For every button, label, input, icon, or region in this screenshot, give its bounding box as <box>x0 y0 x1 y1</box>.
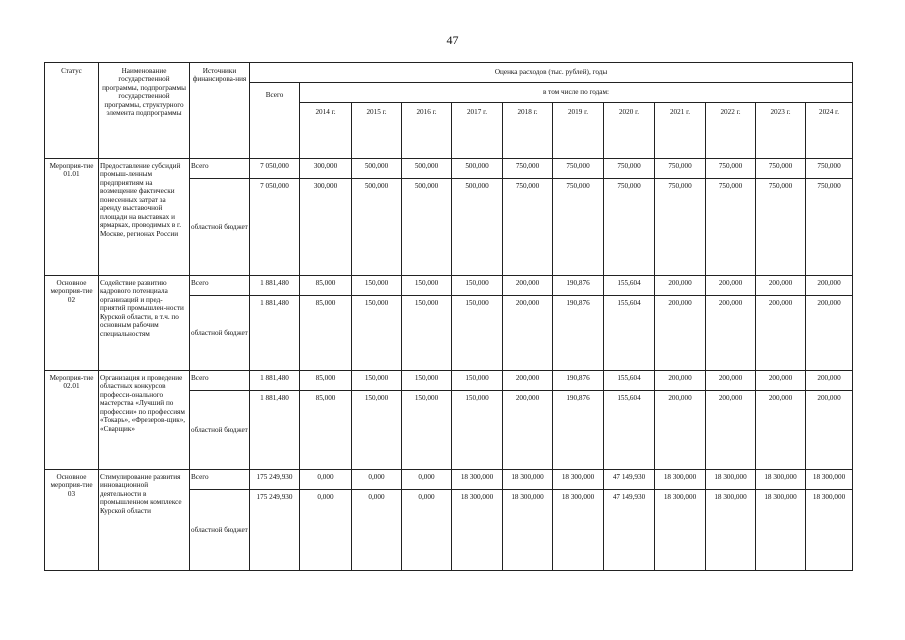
year-value-cell: 750,000 <box>806 179 853 276</box>
year-value-cell: 18 300,000 <box>655 470 706 490</box>
year-value-cell: 18 300,000 <box>806 470 853 490</box>
status-cell: Мероприя-тие 02.01 <box>45 371 99 470</box>
year-value-cell: 18 300,000 <box>706 490 756 571</box>
year-value-cell: 190,876 <box>553 371 604 391</box>
year-value-cell: 200,000 <box>806 391 853 470</box>
year-value-cell: 18 300,000 <box>503 470 553 490</box>
header-by-years: в том числе по годам: <box>300 83 853 103</box>
header-name: Наименование государственной программы, подпрограммы государственной программы, структурного элемента подпрограммы <box>99 63 190 159</box>
year-value-cell: 200,000 <box>655 276 706 296</box>
year-value-cell: 750,000 <box>503 179 553 276</box>
year-value-cell: 150,000 <box>402 276 452 296</box>
year-value-cell: 0,000 <box>300 490 352 571</box>
year-value-cell: 200,000 <box>756 296 806 371</box>
year-value-cell: 200,000 <box>706 391 756 470</box>
year-value-cell: 0,000 <box>402 490 452 571</box>
year-value-cell: 18 300,000 <box>756 490 806 571</box>
header-year: 2023 г. <box>756 103 806 159</box>
year-value-cell: 500,000 <box>452 159 503 179</box>
year-value-cell: 750,000 <box>553 159 604 179</box>
year-value-cell: 85,000 <box>300 296 352 371</box>
year-value-cell: 200,000 <box>503 391 553 470</box>
year-value-cell: 18 300,000 <box>553 490 604 571</box>
year-value-cell: 150,000 <box>352 371 402 391</box>
year-value-cell: 200,000 <box>806 276 853 296</box>
year-value-cell: 750,000 <box>553 179 604 276</box>
header-year: 2014 г. <box>300 103 352 159</box>
year-value-cell: 300,000 <box>300 179 352 276</box>
source-cell: областной бюджет <box>190 296 250 371</box>
year-value-cell: 200,000 <box>806 371 853 391</box>
page-number: 47 <box>446 33 459 47</box>
year-value-cell: 200,000 <box>503 371 553 391</box>
header-estimate: Оценка расходов (тыс. рублей), годы <box>250 63 853 83</box>
year-value-cell: 750,000 <box>756 179 806 276</box>
year-value-cell: 0,000 <box>300 470 352 490</box>
name-cell: Организация и проведение областных конкурсов професси-онального мастерства «Лучший по профессии» по профессиям «Токарь», «Фрезеров-щик», «Сварщик» <box>99 371 190 470</box>
year-value-cell: 200,000 <box>655 296 706 371</box>
table-body <box>45 159 853 571</box>
year-value-cell: 500,000 <box>352 159 402 179</box>
header-source: Источники финансирова-ния <box>190 63 250 159</box>
year-value-cell: 155,604 <box>604 276 655 296</box>
year-value-cell: 200,000 <box>756 391 806 470</box>
header-year: 2017 г. <box>452 103 503 159</box>
year-value-cell: 150,000 <box>452 371 503 391</box>
year-value-cell: 200,000 <box>655 371 706 391</box>
year-value-cell: 200,000 <box>503 276 553 296</box>
source-cell: областной бюджет <box>190 179 250 276</box>
year-value-cell: 18 300,000 <box>452 490 503 571</box>
year-value-cell: 500,000 <box>452 179 503 276</box>
year-value-cell: 750,000 <box>756 159 806 179</box>
year-value-cell: 150,000 <box>452 391 503 470</box>
header-year: 2015 г. <box>352 103 402 159</box>
year-value-cell: 750,000 <box>655 179 706 276</box>
name-cell: Стимулирование развития инновационной деятельности в промышленном комплексе Курской области <box>99 470 190 571</box>
total-cell: 7 050,000 <box>250 159 300 179</box>
status-cell: Мероприя-тие 01.01 <box>45 159 99 276</box>
year-value-cell: 150,000 <box>352 296 402 371</box>
year-value-cell: 85,000 <box>300 371 352 391</box>
year-value-cell: 200,000 <box>806 296 853 371</box>
year-value-cell: 18 300,000 <box>756 470 806 490</box>
year-value-cell: 18 300,000 <box>553 470 604 490</box>
year-value-cell: 18 300,000 <box>706 470 756 490</box>
header-year: 2024 г. <box>806 103 853 159</box>
total-cell: 175 249,930 <box>250 490 300 571</box>
year-value-cell: 750,000 <box>806 159 853 179</box>
year-value-cell: 150,000 <box>452 296 503 371</box>
table-row <box>45 371 853 391</box>
total-cell: 1 881,480 <box>250 276 300 296</box>
year-value-cell: 47 149,930 <box>604 470 655 490</box>
year-value-cell: 500,000 <box>402 179 452 276</box>
total-cell: 7 050,000 <box>250 179 300 276</box>
year-value-cell: 750,000 <box>706 159 756 179</box>
name-cell: Предоставление субсидий промыш-ленным предприятиям на возмещение фактически понесенных затрат за аренду выставочной площади на выставках и ярмарках, проводимых в г. Москве, регионах России <box>99 159 190 276</box>
table-row <box>45 276 853 296</box>
status-cell: Основное мероприя-тие 03 <box>45 470 99 571</box>
year-value-cell: 85,000 <box>300 391 352 470</box>
source-cell: Всего <box>190 371 250 391</box>
year-value-cell: 500,000 <box>402 159 452 179</box>
header-status: Статус <box>45 63 99 159</box>
table-row <box>45 159 853 179</box>
total-cell: 1 881,480 <box>250 371 300 391</box>
year-value-cell: 190,876 <box>553 276 604 296</box>
year-value-cell: 750,000 <box>604 179 655 276</box>
header-year: 2020 г. <box>604 103 655 159</box>
year-value-cell: 155,604 <box>604 296 655 371</box>
year-value-cell: 190,876 <box>553 296 604 371</box>
year-value-cell: 150,000 <box>452 276 503 296</box>
budget-table <box>44 62 853 571</box>
name-cell: Содействие развитию кадрового потенциала организаций и пред-приятий промышлен-ности Курской области, в т.ч. по основным рабочим специальностям <box>99 276 190 371</box>
year-value-cell: 750,000 <box>655 159 706 179</box>
source-cell: Всего <box>190 470 250 490</box>
year-value-cell: 750,000 <box>604 159 655 179</box>
year-value-cell: 0,000 <box>352 470 402 490</box>
year-value-cell: 300,000 <box>300 159 352 179</box>
status-cell: Основное мероприя-тие 02 <box>45 276 99 371</box>
year-value-cell: 18 300,000 <box>503 490 553 571</box>
year-value-cell: 750,000 <box>706 179 756 276</box>
year-value-cell: 150,000 <box>402 391 452 470</box>
year-value-cell: 0,000 <box>402 470 452 490</box>
year-value-cell: 200,000 <box>655 391 706 470</box>
header-year: 2019 г. <box>553 103 604 159</box>
year-value-cell: 750,000 <box>503 159 553 179</box>
year-value-cell: 85,000 <box>300 276 352 296</box>
total-cell: 1 881,480 <box>250 391 300 470</box>
year-value-cell: 190,876 <box>553 391 604 470</box>
year-value-cell: 0,000 <box>352 490 402 571</box>
year-value-cell: 18 300,000 <box>452 470 503 490</box>
source-cell: Всего <box>190 276 250 296</box>
year-value-cell: 150,000 <box>402 296 452 371</box>
year-value-cell: 150,000 <box>402 371 452 391</box>
source-cell: областной бюджет <box>190 490 250 571</box>
year-value-cell: 200,000 <box>756 371 806 391</box>
year-value-cell: 47 149,930 <box>604 490 655 571</box>
header-year: 2022 г. <box>706 103 756 159</box>
year-value-cell: 200,000 <box>503 296 553 371</box>
total-cell: 1 881,480 <box>250 296 300 371</box>
header-total: Всего <box>250 83 300 159</box>
total-cell: 175 249,930 <box>250 470 300 490</box>
year-value-cell: 150,000 <box>352 276 402 296</box>
source-cell: областной бюджет <box>190 391 250 470</box>
year-value-cell: 200,000 <box>706 296 756 371</box>
year-value-cell: 200,000 <box>756 276 806 296</box>
source-cell: Всего <box>190 159 250 179</box>
header-year: 2018 г. <box>503 103 553 159</box>
year-value-cell: 500,000 <box>352 179 402 276</box>
year-value-cell: 150,000 <box>352 391 402 470</box>
table-row <box>45 470 853 490</box>
year-value-cell: 200,000 <box>706 276 756 296</box>
year-value-cell: 155,604 <box>604 371 655 391</box>
year-value-cell: 18 300,000 <box>806 490 853 571</box>
header-year: 2016 г. <box>402 103 452 159</box>
year-value-cell: 200,000 <box>706 371 756 391</box>
year-value-cell: 18 300,000 <box>655 490 706 571</box>
header-year: 2021 г. <box>655 103 706 159</box>
year-value-cell: 155,604 <box>604 391 655 470</box>
